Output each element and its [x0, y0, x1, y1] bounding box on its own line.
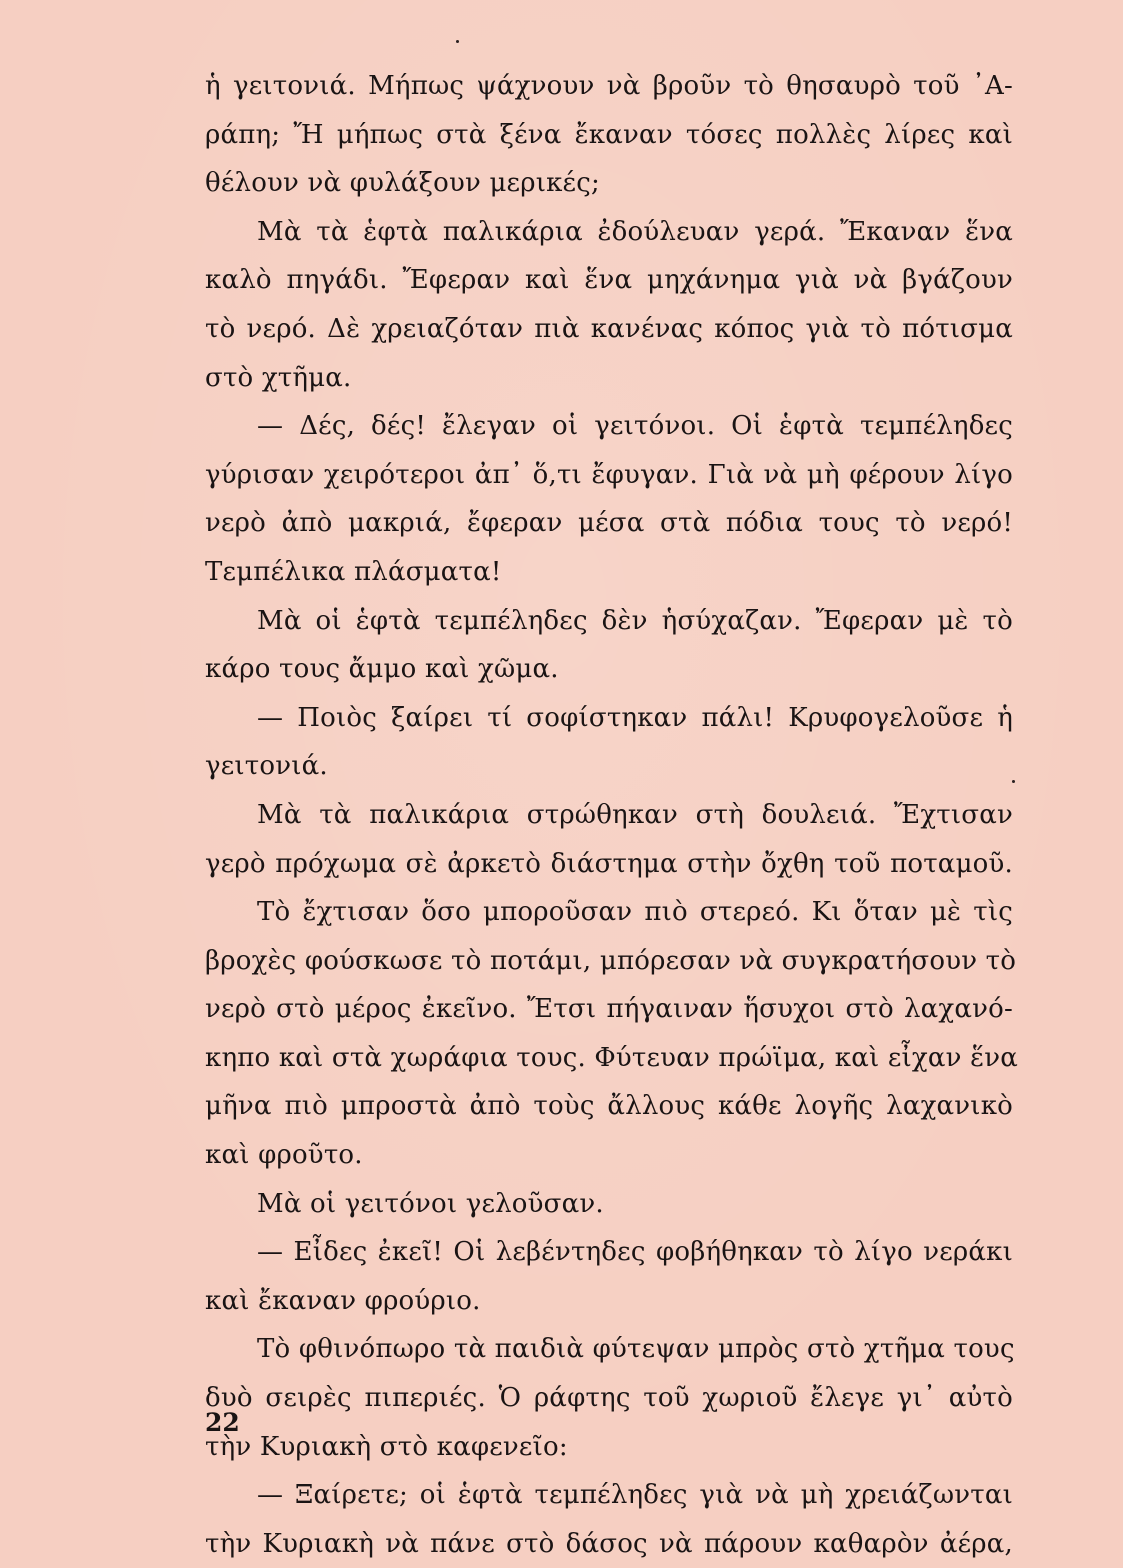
text-line: Μὰ τὰ παλικάρια στρώθηκαν στὴ δουλειά. Ἔχτισαν [257, 799, 1013, 830]
text-line: τὴν Κυριακὴ στὸ καφενεῖο: [205, 1431, 568, 1462]
text-line: — Ποιὸς ξαίρει τί σοφίστηκαν πάλι! Κρυφογελοῦσε ἡ [257, 702, 1013, 733]
text-line: Μὰ οἱ ἑφτὰ τεμπέληδες δὲν ἡσύχαζαν. Ἔφεραν μὲ τὸ [257, 605, 1013, 636]
text-line: Μὰ τὰ ἑφτὰ παλικάρια ἐδούλευαν γερά. Ἔκαναν ἕνα [257, 216, 1013, 247]
text-line: — Εἶδες ἐκεῖ! Οἱ λεβέντηδες φοβήθηκαν τὸ λίγο νεράκι [257, 1237, 1013, 1268]
text-line: βροχὲς φούσκωσε τὸ ποτάμι, μπόρεσαν νὰ συγκρατήσουν τὸ [205, 945, 1017, 976]
text-line: Μὰ οἱ γειτόνοι γελοῦσαν. [257, 1188, 604, 1219]
page-number: 22 [205, 1408, 240, 1437]
text-line: μῆνα πιὸ μπροστὰ ἀπὸ τοὺς ἄλλους κάθε λογῆς λαχανικὸ [205, 1091, 1013, 1122]
text-line: καὶ φροῦτο. [205, 1140, 363, 1171]
text-line: καὶ ἔκαναν φρούριο. [205, 1285, 481, 1316]
text-line: Τὸ φθινόπωρο τὰ παιδιὰ φύτεψαν μπρὸς στὸ χτῆμα τους [257, 1334, 1015, 1365]
text-line: γερὸ πρόχωμα σὲ ἀρκετὸ διάστημα στὴν ὄχθη τοῦ ποταμοῦ. [205, 848, 1013, 879]
text-line: γύρισαν χειρότεροι ἀπ᾿ ὅ,τι ἔφυγαν. Γιὰ νὰ μὴ φέρουν λίγο [205, 459, 1013, 490]
body-text [205, 62, 1018, 1568]
text-line: νερὸ στὸ μέρος ἐκεῖνο. Ἔτσι πήγαιναν ἥσυχοι στὸ λαχανό- [205, 994, 1013, 1025]
text-line: γειτονιά. [205, 751, 328, 782]
text-line: καλὸ πηγάδι. Ἔφεραν καὶ ἕνα μηχάνημα γιὰ νὰ βγάζουν [205, 265, 1013, 296]
text-line: θέλουν νὰ φυλάξουν μερικές; [205, 168, 600, 199]
text-line: Τὸ ἔχτισαν ὅσο μποροῦσαν πιὸ στερεό. Κι ὅταν μὲ τὶς [257, 897, 1013, 928]
text-line: Τεμπέλικα πλάσματα! [205, 556, 502, 587]
text-line: ἡ γειτονιά. Μήπως ψάχνουν νὰ βροῦν τὸ θησαυρὸ τοῦ ᾿Α- [205, 71, 1013, 101]
text-line: τὸ νερό. Δὲ χρειαζόταν πιὰ κανένας κόπος γιὰ τὸ πότισμα [205, 313, 1013, 344]
text-line: ράπη; Ἤ μήπως στὰ ξένα ἔκαναν τόσες πολλὲς λίρες καὶ [205, 119, 1013, 150]
text-line: τὴν Κυριακὴ νὰ πάνε στὸ δάσος νὰ πάρουν καθαρὸν ἀέρα, [205, 1528, 1013, 1559]
text-line: κάρο τους ἄμμο καὶ χῶμα. [205, 654, 559, 685]
text-line: — Ξαίρετε; οἱ ἑφτὰ τεμπέληδες γιὰ νὰ μὴ χρειάζωνται [257, 1480, 1013, 1511]
text-line: νερὸ ἀπὸ μακριά, ἔφεραν μέσα στὰ πόδια τους τὸ νερό! [205, 508, 1013, 539]
text-line: δυὸ σειρὲς πιπεριές. Ὁ ράφτης τοῦ χωριοῦ ἔλεγε γι᾿ αὐτὸ [205, 1383, 1013, 1414]
text-line: στὸ χτῆμα. [205, 362, 352, 393]
text-line: — Δές, δές! ἔλεγαν οἱ γειτόνοι. Οἱ ἑφτὰ τεμπέληδες [257, 411, 1013, 442]
text-line: κηπο καὶ στὰ χωράφια τους. Φύτευαν πρώϊμα, καὶ εἶχαν ἕνα [205, 1042, 1018, 1073]
